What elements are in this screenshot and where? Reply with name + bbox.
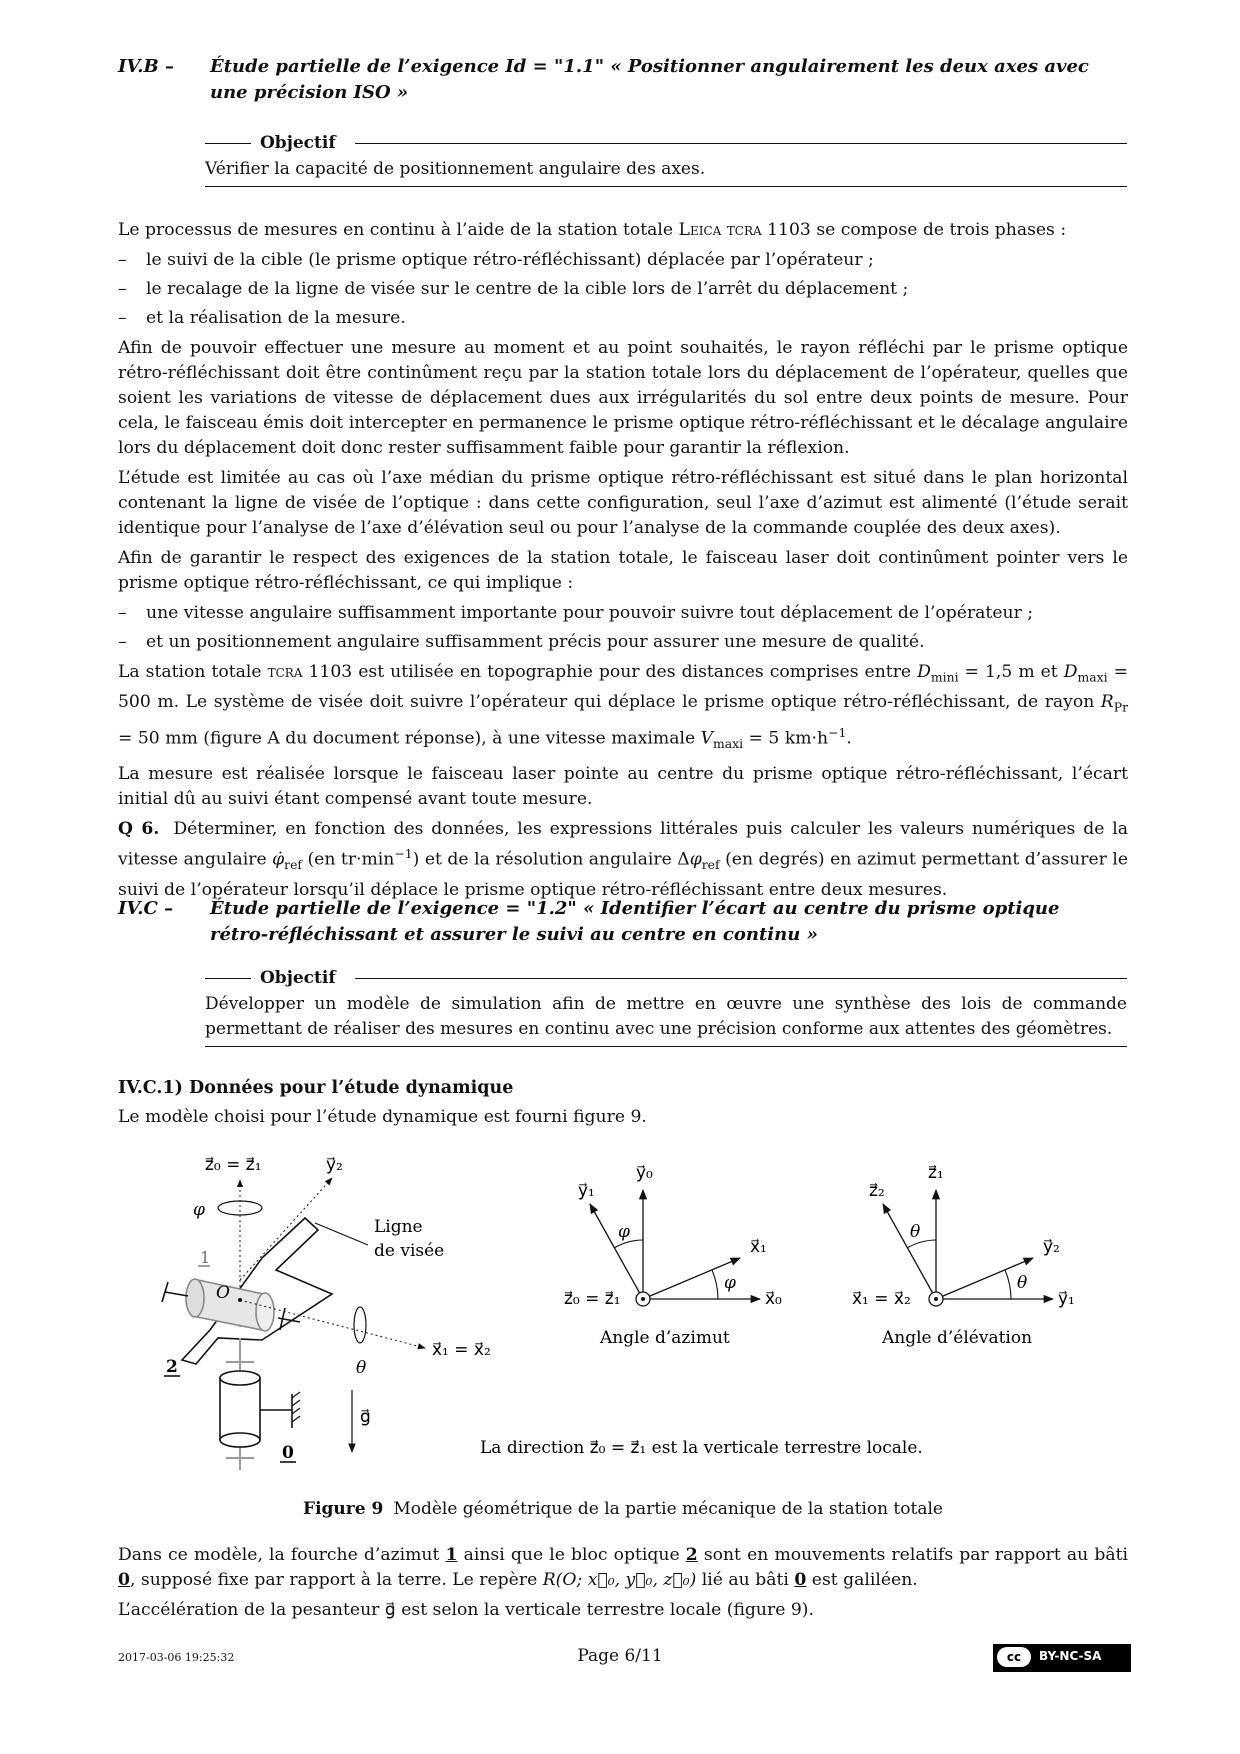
- label: y⃗₀: [636, 1163, 653, 1183]
- paragraph: Afin de pouvoir effectuer une mesure au moment et au point souhaités, le rayon réfléchi par le prisme optique rétro-réfléchissant doit être continûment reçu par la station totale lors du déplacement de l’opérateur, quelles que soient les variations de vitesse de déplacement dues aux irrégularités du sol entre deux points de mesure. Pour cela, le faisceau émis doit intercepter en permanence le prisme optique rétro-réfléchissant et le décalage angulaire lors du déplacement doit donc rester suffisamment faible pour garantir la réflexion.: [118, 338, 1128, 458]
- label: O: [216, 1283, 230, 1303]
- section-title: Étude partielle de l’exigence = "1.2" « Identifier l’écart au centre du prisme optique rétro-réfléchissant et assurer le suivi au centre en continu »: [210, 898, 1060, 945]
- label: y⃗₁: [1058, 1289, 1075, 1309]
- section-number: IV.B –: [118, 56, 174, 77]
- requirements-list: [118, 601, 1128, 655]
- question-label: Q 6.: [118, 819, 160, 840]
- elevation-diagram: [852, 1163, 1075, 1348]
- subsection-heading: IV.C.1) Données pour l’étude dynamique: [118, 1078, 514, 1098]
- label: z⃗₁: [928, 1163, 944, 1183]
- license-text: BY-NC-SA: [1039, 1649, 1102, 1663]
- label: φ: [724, 1273, 736, 1293]
- label: θ: [1017, 1273, 1028, 1293]
- label: z⃗₀ = z⃗₁: [205, 1155, 262, 1175]
- page-number: Page 6/11: [577, 1646, 663, 1666]
- label: θ: [910, 1222, 921, 1242]
- label: φ: [193, 1200, 205, 1220]
- list-item: – le suivi de la cible (le prisme optique rétro-réfléchissant) déplacée par l’opérateur ;: [118, 250, 874, 270]
- caption-text: Modèle géométrique de la partie mécanique de la station totale: [393, 1499, 943, 1519]
- objective-rule: [205, 968, 1127, 988]
- brand-name: Leica tcra: [678, 220, 762, 240]
- list-item: – le recalage de la ligne de visée sur le centre de la cible lors de l’arrêt du déplacement ;: [118, 279, 909, 299]
- azimuth-caption: Angle d’azimut: [600, 1328, 730, 1348]
- figure-9: [0, 1140, 1240, 1485]
- label: 2: [166, 1357, 178, 1377]
- direction-note: La direction z⃗₀ = z⃗₁ est la verticale terrestre locale.: [480, 1438, 923, 1458]
- list-item: – et un positionnement angulaire suffisamment précis pour assurer une mesure de qualité.: [118, 632, 925, 652]
- label: x⃗₁ = x⃗₂: [432, 1340, 491, 1360]
- label: y⃗₂: [326, 1155, 343, 1175]
- paragraph: L’étude est limitée au cas où l’axe médian du prisme optique rétro-réfléchissant est situé dans le plan horizontal contenant la ligne de visée de l’optique : dans cette configuration, seul l’axe d’azimut est alimenté (l’étude serait identique pour l’analyse de l’axe d’élévation seul ou pour l’analyse de la commande couplée des deux axes).: [118, 468, 1128, 538]
- objective-text: Vérifier la capacité de positionnement angulaire des axes.: [205, 159, 706, 179]
- phases-list: [118, 248, 1128, 331]
- label: z⃗₂: [869, 1181, 885, 1201]
- azimuth-diagram: [564, 1163, 782, 1348]
- objective-label: Objectif: [260, 968, 344, 988]
- label: g⃗: [360, 1407, 371, 1427]
- list-item: – une vitesse angulaire suffisamment importante pour pouvoir suivre tout déplacement de l’opérateur ;: [118, 603, 1034, 623]
- cc-icon: cc: [997, 1647, 1031, 1667]
- label: x⃗₁: [750, 1237, 767, 1257]
- question-q6: Q 6. Déterminer, en fonction des données, les expressions littérales puis calculer les valeurs numériques de la vitesse angulaire $\varphi̇_{ref}$ (en $tr\cdot\min^{-1}$) et de la résolution angulaire $\Delta\varphi_{ref}$ (en degrés) en azimut permettant d’assurer le suivi de l’opérateur lorsqu’il déplace le prisme optique rétro-réfléchissant entre deux mesures.: [118, 819, 1129, 901]
- label: 0: [282, 1443, 294, 1463]
- label: θ: [356, 1358, 367, 1378]
- objective-bottom-rule: [205, 1046, 1127, 1047]
- paragraph: Afin de garantir le respect des exigences de la station totale, le faisceau laser doit continûment pointer vers le prisme optique rétro-réfléchissant, ce qui implique :: [118, 548, 1128, 593]
- section-title: Étude partielle de l’exigence Id = "1.1" « Positionner angulairement les deux axes avec une précision ISO »: [210, 56, 1089, 103]
- caption-label: Figure 9: [303, 1499, 384, 1519]
- list-item: – et la réalisation de la mesure.: [118, 308, 406, 328]
- objective-label: Objectif: [260, 133, 344, 153]
- paragraph: L’accélération de la pesanteur g⃗ est selon la verticale terrestre locale (figure 9).: [118, 1600, 814, 1620]
- rotation-icon: [218, 1201, 262, 1215]
- footer-date: 2017-03-06 19:25:32: [118, 1651, 235, 1664]
- license-badge[interactable]: [993, 1644, 1131, 1672]
- figure-caption: [118, 1499, 1128, 1519]
- objective-bottom-rule: [205, 186, 1127, 187]
- label: 1: [200, 1248, 211, 1267]
- paragraph-intro: Le processus de mesures en continu à l’aide de la station totale Leica tcra 1103 se compose de trois phases :: [118, 220, 1067, 240]
- mechanical-model: [162, 1155, 491, 1470]
- objective-rule: [205, 133, 1127, 153]
- label: x⃗₀: [765, 1289, 782, 1309]
- paragraph-frames: Dans ce modèle, la fourche d’azimut 1 ainsi que le bloc optique 2 sont en mouvements relatifs par rapport au bâti 0, supposé fixe par rapport à la terre. Le repère R(O; x⃗₀, y⃗₀, z⃗₀) lié au bâti 0 est galiléen.: [118, 1545, 1128, 1590]
- label: Ligne: [374, 1217, 423, 1237]
- label: φ: [618, 1222, 630, 1242]
- objective-box: [205, 133, 1127, 187]
- paragraph-data: La station totale tcra 1103 est utilisée en topographie pour des distances comprises entre $D_{mini} = 1,5$ m et $D_{maxi} = 500$ m. Le système de visée doit suivre l’opérateur qui déplace le prisme optique rétro-réfléchissant, de rayon $R_{Pr} = 50$ mm (figure A du document réponse), à une vitesse maximale $V_{maxi} = 5$ $km\cdot h^{-1}$.: [118, 662, 1128, 752]
- label: y⃗₂: [1043, 1237, 1060, 1257]
- body-text-bottom: [118, 1543, 1128, 1628]
- section-heading-ivc: [118, 896, 1128, 948]
- label: x⃗₁ = x⃗₂: [852, 1289, 911, 1309]
- label: de visée: [374, 1241, 445, 1261]
- objective-box: [205, 968, 1127, 1047]
- label: z⃗₀ = z⃗₁: [564, 1289, 621, 1309]
- elevation-caption: Angle d’élévation: [882, 1328, 1033, 1348]
- section-number: IV.C –: [118, 898, 174, 919]
- objective-text: Développer un modèle de simulation afin de mettre en œuvre une synthèse des lois de commande permettant de réaliser des mesures en continu avec une précision conforme aux attentes des géomètres.: [205, 994, 1127, 1039]
- label: y⃗₁: [578, 1181, 595, 1201]
- paragraph: Le modèle choisi pour l’étude dynamique est fourni figure 9.: [118, 1107, 647, 1127]
- body-text: [118, 218, 1128, 908]
- paragraph: La mesure est réalisée lorsque le faisceau laser pointe au centre du prisme optique rétro-réfléchissant, l’écart initial dû au suivi étant compensé avant toute mesure.: [118, 764, 1128, 810]
- section-heading-ivb: [118, 54, 1128, 106]
